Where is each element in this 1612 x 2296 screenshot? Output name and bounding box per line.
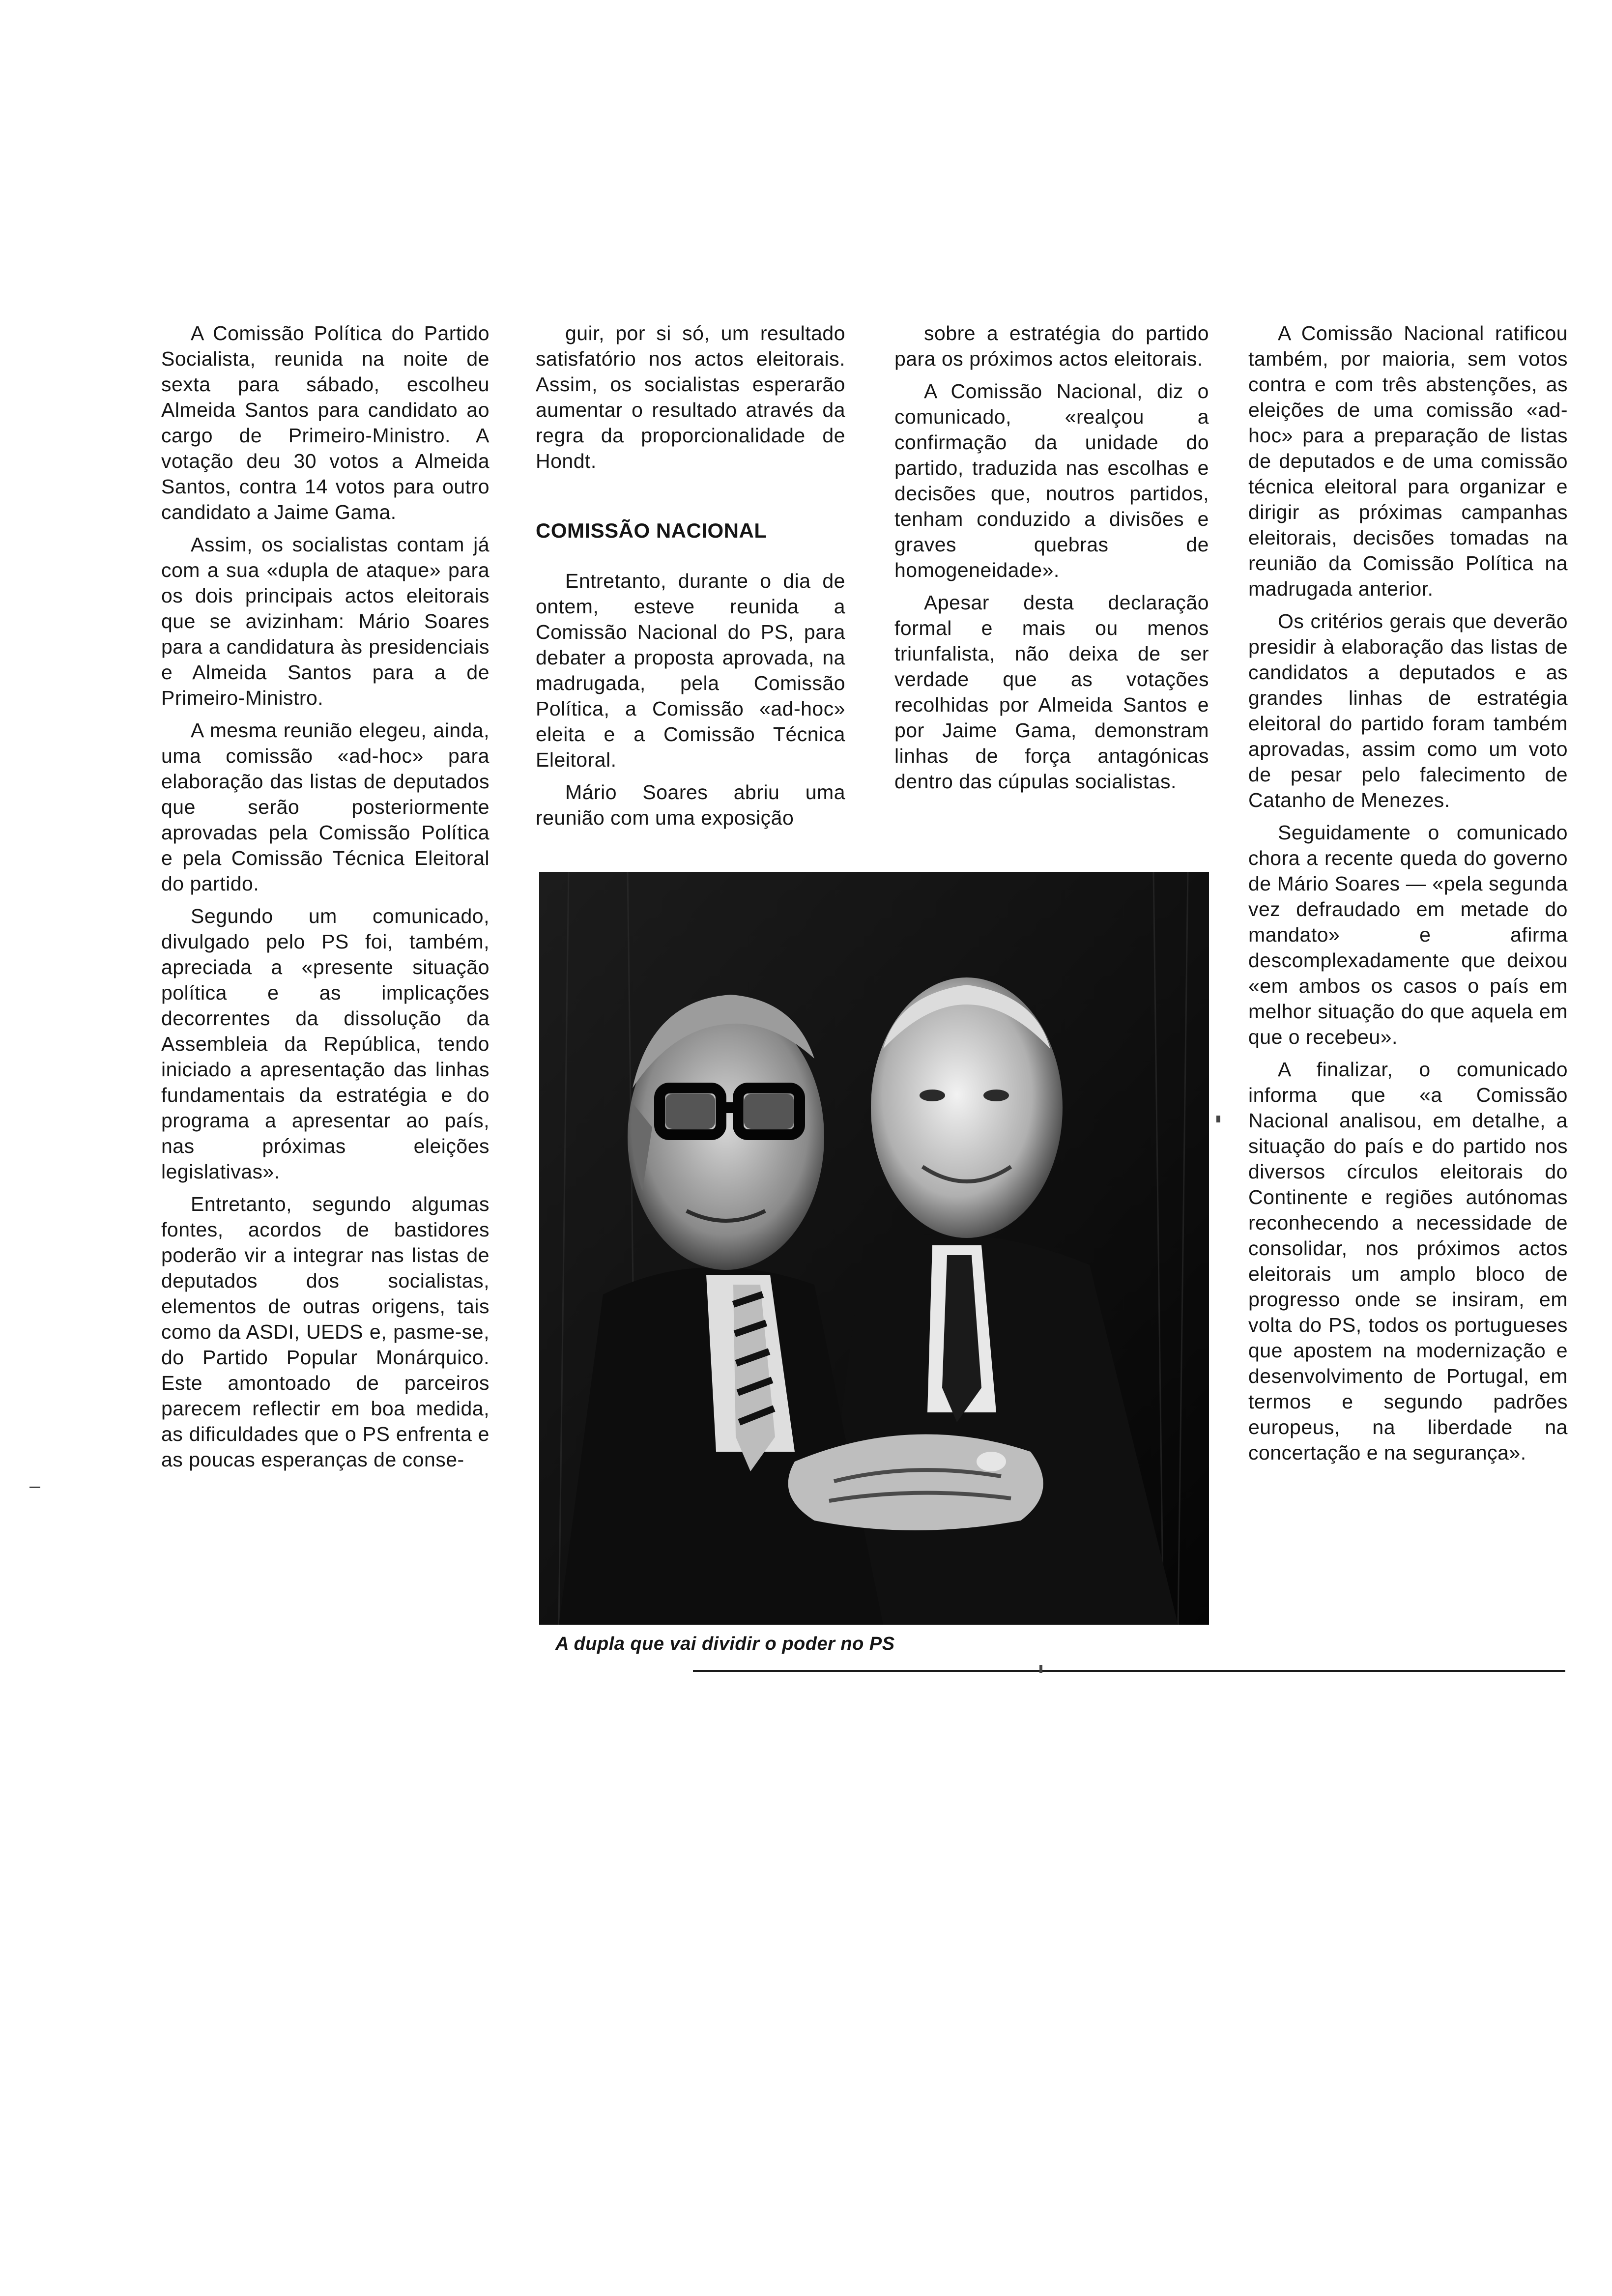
photo-two-men-illustration [539, 872, 1209, 1625]
article-paragraph: A Comissão Nacional, diz o comunicado, «realçou a confirmação da unidade do partido, traduzida nas escolhas e decisões que, noutros partidos, tenham conduzido a divisões e graves quebras de homogeneidade». [894, 380, 1209, 581]
article-paragraph: Assim, os socialistas contam já com a sua «dupla de ataque» para os dois principais actos eleitorais que se avizinham: Mário Soares para a candidatura às presidenciais e Almeida Santos para a de Primeiro-Ministro. [161, 533, 489, 709]
news-photo [539, 872, 1209, 1625]
article-paragraph: Entretanto, segundo algumas fontes, acordos de bastidores poderão vir a integrar nas listas de deputados dos socialistas, elementos de outras origens, tais como da ASDI, UEDS e, pasme-se, do Partido Popular Monárquico. Este amontoado de parceiros parecem reflectir em boa medida, as dificuldades que o PS enfrenta e as poucas esperanças de conse- [161, 1193, 489, 1471]
article-paragraph: guir, por si só, um resultado satisfatório nos actos eleitorais. Assim, os socialistas esperarão aumentar o resultado através da regra da proporcionalidade de Hondt. [536, 322, 845, 472]
article-paragraph: A Comissão Nacional ratificou também, por maioria, sem votos contra e com três abstenções, as eleições de uma comissão «ad-hoc» para a preparação de listas de deputados e de uma comissão técnica eleitoral para organizar e dirigir as próximas campanhas eleitorais, decisões tomadas na reunião da Comissão Política na madrugada anterior. [1248, 322, 1568, 600]
article-column-3 [894, 320, 1209, 801]
print-speck [29, 1487, 40, 1488]
article-paragraph: Apesar desta declaração formal e mais ou menos triunfalista, não deixa de ser verdade que as votações recolhidas por Almeida Santos e por Jaime Gama, demonstram linhas de força antagónicas dentro das cúpulas socialistas. [894, 591, 1209, 793]
article-paragraph: Entretanto, durante o dia de ontem, esteve reunida a Comissão Nacional do PS, para debater a proposta aprovada, na madrugada, pela Comissão Política, a Comissão «ad-hoc» eleita e a Comissão Técnica Eleitoral. [536, 570, 845, 771]
photo-caption: A dupla que vai dividir o poder no PS [555, 1634, 895, 1654]
article-paragraph: Os critérios gerais que deverão presidir à elaboração das listas de candidatos a deputados e as grandes linhas de estratégia eleitoral do partido foram também aprovadas, assim como um voto de pesar pelo falecimento de Catanho de Menezes. [1248, 610, 1568, 811]
article-column-1 [161, 320, 489, 1479]
article-paragraph: sobre a estratégia do partido para os próximos actos eleitorais. [894, 322, 1209, 370]
article-paragraph: A mesma reunião elegeu, ainda, uma comissão «ad-hoc» para elaboração das listas de deputados que serão posteriormente aprovadas pela Comissão Política e pela Comissão Técnica Eleitoral do partido. [161, 719, 489, 895]
bottom-divider-rule [693, 1670, 1565, 1672]
article-paragraph: A finalizar, o comunicado informa que «a Comissão Nacional analisou, em detalhe, a situação do país e do partido nos diversos círculos eleitorais do Continente e regiões autónomas reconhecendo a necessidade de consolidar, nos próximos actos eleitorais um amplo bloco de progresso onde se insiram, em volta do PS, todos os portugueses que apostem na modernização e desenvolvimento de Portugal, em termos e segundo padrões europeus, na liberdade na concertação e na segurança». [1248, 1058, 1568, 1464]
section-subheading: COMISSÃO NACIONAL [536, 519, 767, 542]
print-speck [1039, 1665, 1042, 1673]
article-column-4 [1248, 320, 1568, 1472]
article-paragraph: Seguidamente o comunicado chora a recente queda do governo de Mário Soares — «pela segunda vez defraudado em metade do mandato» e afirma descomplexadamente que deixou «em ambos os casos o país em melhor situação do que aquela em que o recebeu». [1248, 821, 1568, 1048]
print-speck [1216, 1116, 1220, 1122]
article-paragraph: A Comissão Política do Partido Socialista, reunida na noite de sexta para sábado, escolheu Almeida Santos para candidato ao cargo de Primeiro-Ministro. A votação deu 30 votos a Almeida Santos, contra 14 votos para outro candidato a Jaime Gama. [161, 322, 489, 523]
article-paragraph: Mário Soares abriu uma reunião com uma exposição [536, 781, 845, 829]
article-column-2 [536, 320, 845, 837]
article-paragraph: Segundo um comunicado, divulgado pelo PS foi, também, apreciada a «presente situação política e as implicações decorrentes da dissolução da Assembleia da República, tendo iniciado a apresentação das linhas fundamentais da estratégia e do programa a apresentar ao país, nas próximas eleições legislativas». [161, 905, 489, 1183]
